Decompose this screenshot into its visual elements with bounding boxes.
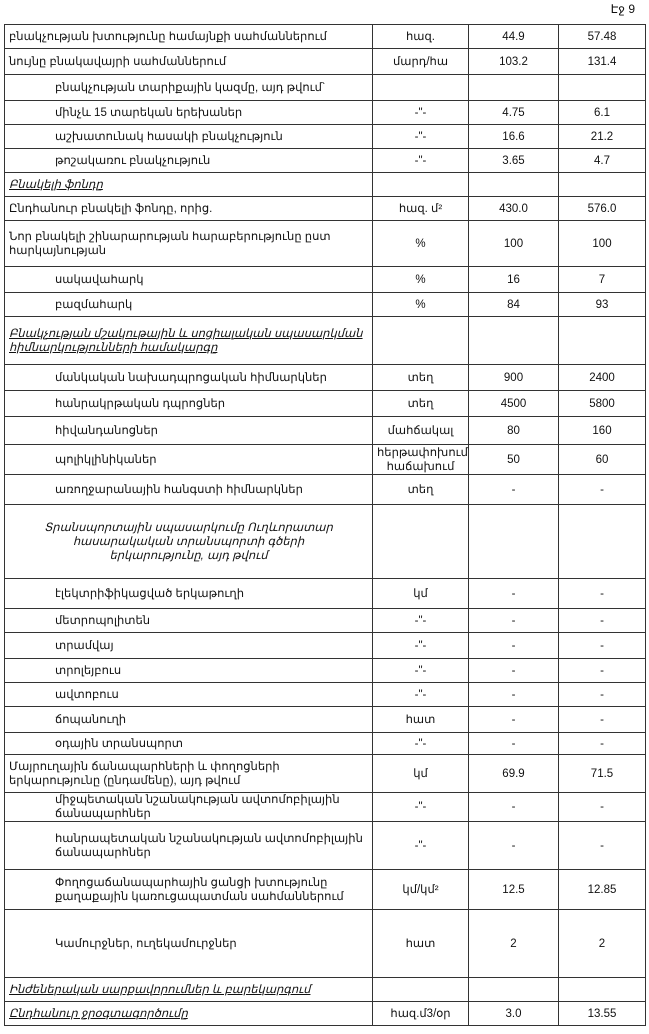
value-current: 44.9 — [469, 25, 559, 49]
value-projected: 160 — [559, 417, 646, 445]
indicator-label: Տրանսպորտային սպասարկումը Ուղևորատար հասարակական տրանսպորտի գծերի երկարությունը, այդ թվում — [5, 505, 373, 579]
indicator-label: ճոպանուղի — [5, 707, 373, 733]
table-row — [5, 659, 646, 683]
value-projected: 21.2 — [559, 125, 646, 149]
value-projected — [559, 505, 646, 579]
unit-cell — [373, 75, 469, 101]
indicator-label: թոշակառու բնակչություն — [5, 149, 373, 173]
value-projected: 93 — [559, 293, 646, 317]
unit-cell: -"- — [373, 149, 469, 173]
table-row — [5, 391, 646, 417]
indicator-label: Նոր բնակելի շինարարության հարաբերությունը ըստ հարկայնության — [5, 221, 373, 267]
value-projected: 57.48 — [559, 25, 646, 49]
value-current: - — [469, 683, 559, 707]
value-current: - — [469, 475, 559, 505]
table-row — [5, 579, 646, 609]
unit-cell: -"- — [373, 733, 469, 755]
value-current — [469, 75, 559, 101]
unit-cell: տեղ — [373, 391, 469, 417]
page-number: Էջ 9 — [610, 2, 635, 16]
unit-cell: հերթափոխում հաճախում — [373, 445, 469, 475]
value-current: - — [469, 579, 559, 609]
value-projected — [559, 978, 646, 1002]
unit-cell: -"- — [373, 822, 469, 870]
table-row — [5, 910, 646, 978]
value-current: 103.2 — [469, 49, 559, 75]
value-projected: 13.55 — [559, 1002, 646, 1026]
table-row — [5, 445, 646, 475]
indicator-label: պոլիկլինիկաներ — [5, 445, 373, 475]
value-projected: 2400 — [559, 365, 646, 391]
value-current: - — [469, 822, 559, 870]
value-projected: 100 — [559, 221, 646, 267]
indicator-label: Ընդհանուր ջրօգտագործումը — [5, 1002, 373, 1026]
value-projected: 60 — [559, 445, 646, 475]
value-projected: 12.85 — [559, 870, 646, 910]
value-current: - — [469, 659, 559, 683]
indicator-label: բազմահարկ — [5, 293, 373, 317]
unit-cell: % — [373, 267, 469, 293]
indicator-label: էլեկտրիֆիկացված երկաթուղի — [5, 579, 373, 609]
value-current: 16.6 — [469, 125, 559, 149]
unit-cell — [373, 978, 469, 1002]
indicator-label: Մայրուղային ճանապարհների և փողոցների երկարությունը (ընդամենը), այդ թվում — [5, 755, 373, 793]
value-projected: - — [559, 633, 646, 659]
value-current: 4.75 — [469, 101, 559, 125]
table-row — [5, 149, 646, 173]
indicator-label: մանկական նախադպրոցական հիմնարկներ — [5, 365, 373, 391]
indicator-label: բնակչության խտությունը համայնքի սահմաններում — [5, 25, 373, 49]
unit-cell: հատ — [373, 707, 469, 733]
indicator-label: Կամուրջներ, ուղեկամուրջներ — [5, 910, 373, 978]
table-row — [5, 683, 646, 707]
table-row — [5, 505, 646, 579]
table-row — [5, 793, 646, 822]
value-current: 900 — [469, 365, 559, 391]
value-projected: - — [559, 683, 646, 707]
indicator-label: Ընդհանուր բնակելի ֆոնդը, որից. — [5, 197, 373, 221]
indicator-label: մետրոպոլիտեն — [5, 609, 373, 633]
value-projected: - — [559, 822, 646, 870]
table-row — [5, 25, 646, 49]
indicator-label: միջպետական նշանակության ավտոմոբիլային ճանապարհներ — [5, 793, 373, 822]
value-projected: 6.1 — [559, 101, 646, 125]
indicator-label: մինչև 15 տարեկան երեխաներ — [5, 101, 373, 125]
table-row — [5, 267, 646, 293]
value-projected: - — [559, 707, 646, 733]
indicator-label: հիվանդանոցներ — [5, 417, 373, 445]
unit-cell: % — [373, 221, 469, 267]
value-current — [469, 978, 559, 1002]
value-current: - — [469, 609, 559, 633]
value-projected — [559, 173, 646, 197]
table-row — [5, 733, 646, 755]
value-current: 2 — [469, 910, 559, 978]
table-row — [5, 822, 646, 870]
indicator-label: Փողոցաճանապարհային ցանցի խտությունը քաղաքային կառուցապատման սահմաններում — [5, 870, 373, 910]
indicator-label: աշխատունակ հասակի բնակչություն — [5, 125, 373, 149]
value-current — [469, 317, 559, 365]
value-projected: 71.5 — [559, 755, 646, 793]
indicator-label: առողջարանային հանգստի հիմնարկներ — [5, 475, 373, 505]
unit-cell: կմ — [373, 579, 469, 609]
unit-cell — [373, 173, 469, 197]
value-projected: 2 — [559, 910, 646, 978]
table-row — [5, 293, 646, 317]
value-projected: - — [559, 733, 646, 755]
unit-cell: տեղ — [373, 365, 469, 391]
value-projected: 7 — [559, 267, 646, 293]
unit-cell: հազ. մ² — [373, 197, 469, 221]
unit-cell: հատ — [373, 910, 469, 978]
value-current: 80 — [469, 417, 559, 445]
indicator-label: տրոլեյբուս — [5, 659, 373, 683]
table-row — [5, 125, 646, 149]
unit-cell — [373, 317, 469, 365]
unit-cell: -"- — [373, 609, 469, 633]
table-row — [5, 173, 646, 197]
table-row — [5, 365, 646, 391]
value-current — [469, 505, 559, 579]
unit-cell: -"- — [373, 659, 469, 683]
unit-cell: տեղ — [373, 475, 469, 505]
value-projected — [559, 75, 646, 101]
unit-cell: -"- — [373, 633, 469, 659]
indicator-label: բնակչության տարիքային կազմը, այդ թվում՝ — [5, 75, 373, 101]
value-current: - — [469, 733, 559, 755]
table-row — [5, 417, 646, 445]
indicator-label: Ինժեներական սարքավորումներ և բարեկարգում — [5, 978, 373, 1002]
value-projected: 5800 — [559, 391, 646, 417]
value-current: 84 — [469, 293, 559, 317]
table-row — [5, 317, 646, 365]
value-current: - — [469, 633, 559, 659]
table-row — [5, 1002, 646, 1026]
table-row — [5, 75, 646, 101]
table-row — [5, 707, 646, 733]
table-row — [5, 49, 646, 75]
table-row — [5, 221, 646, 267]
table-row — [5, 101, 646, 125]
value-projected: - — [559, 475, 646, 505]
table-row — [5, 475, 646, 505]
value-current: 69.9 — [469, 755, 559, 793]
value-current: - — [469, 707, 559, 733]
table-row — [5, 633, 646, 659]
value-current: 3.65 — [469, 149, 559, 173]
value-current: 4500 — [469, 391, 559, 417]
unit-cell: կմ/կմ² — [373, 870, 469, 910]
unit-cell: մարդ/հա — [373, 49, 469, 75]
indicator-label: Բնակչության մշակութային և սոցիալական սպասարկման հիմնարկությունների համակարգը — [5, 317, 373, 365]
value-projected: - — [559, 793, 646, 822]
unit-cell: % — [373, 293, 469, 317]
indicator-label: հանրապետական նշանակության ավտոմոբիլային ճանապարհներ — [5, 822, 373, 870]
indicator-label: սակավահարկ — [5, 267, 373, 293]
value-current: 50 — [469, 445, 559, 475]
value-projected: - — [559, 659, 646, 683]
unit-cell: կմ — [373, 755, 469, 793]
value-projected: 131.4 — [559, 49, 646, 75]
indicators-table — [4, 24, 646, 1026]
unit-cell — [373, 505, 469, 579]
table-row — [5, 755, 646, 793]
value-current — [469, 173, 559, 197]
value-current: 12.5 — [469, 870, 559, 910]
unit-cell: -"- — [373, 683, 469, 707]
value-current: 100 — [469, 221, 559, 267]
unit-cell: հազ.մ3/օր — [373, 1002, 469, 1026]
table-row — [5, 870, 646, 910]
value-projected: - — [559, 579, 646, 609]
indicator-label: հանրակրթական դպրոցներ — [5, 391, 373, 417]
table-row — [5, 197, 646, 221]
value-current: - — [469, 793, 559, 822]
unit-cell: -"- — [373, 125, 469, 149]
indicator-label: Բնակելի ֆոնդը — [5, 173, 373, 197]
value-projected — [559, 317, 646, 365]
value-projected: 576.0 — [559, 197, 646, 221]
value-projected: 4.7 — [559, 149, 646, 173]
value-current: 3.0 — [469, 1002, 559, 1026]
indicator-label: օդային տրանսպորտ — [5, 733, 373, 755]
indicator-label: ավտոբուս — [5, 683, 373, 707]
indicator-label: նույնը բնակավայրի սահմաններում — [5, 49, 373, 75]
unit-cell: -"- — [373, 101, 469, 125]
table-row — [5, 978, 646, 1002]
table-row — [5, 609, 646, 633]
value-current: 430.0 — [469, 197, 559, 221]
value-current: 16 — [469, 267, 559, 293]
value-projected: - — [559, 609, 646, 633]
indicator-label: տրամվայ — [5, 633, 373, 659]
unit-cell: մահճակալ — [373, 417, 469, 445]
unit-cell: հազ. — [373, 25, 469, 49]
unit-cell: -"- — [373, 793, 469, 822]
